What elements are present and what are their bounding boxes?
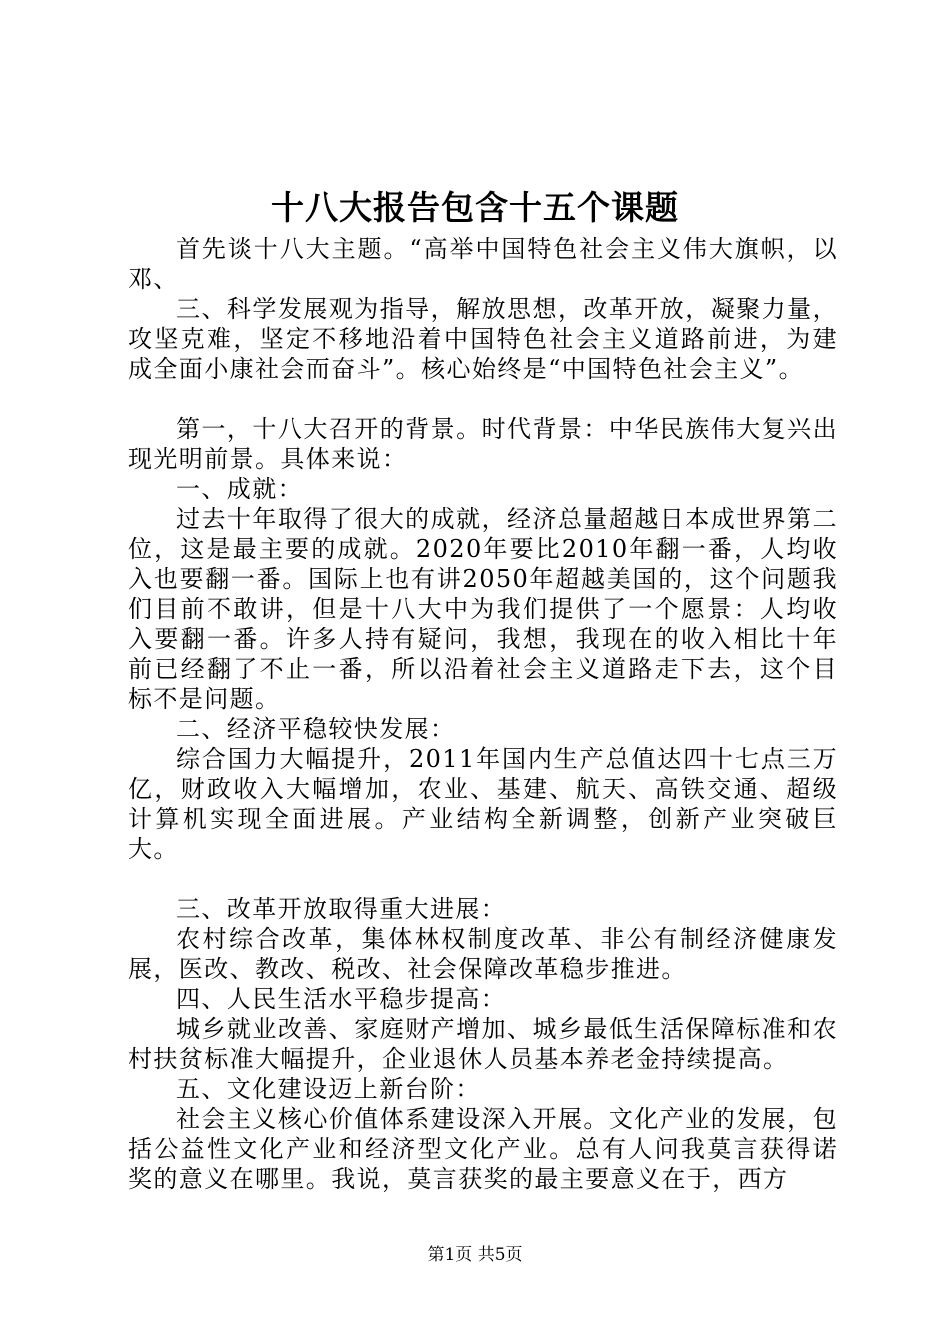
- section-heading: 二、经济平稳较快发展：: [176, 715, 456, 743]
- section-heading: 一、成就：: [176, 475, 303, 503]
- paragraph: 综合国力大幅提升，2011年国内生产总值达四十七点三万亿，财政收入大幅增加，农业、基建、航天、高铁交通、超级计算机实现全面进展。产业结构全新调整，创新产业突破巨大。: [128, 745, 838, 863]
- paragraph: 城乡就业改善、家庭财产增加、城乡最低生活保障标准和农村扶贫标准大幅提升，企业退休人员基本养老金持续提高。: [128, 1015, 838, 1073]
- paragraph: 三、科学发展观为指导，解放思想，改革开放，凝聚力量，攻坚克难，坚定不移地沿着中国特色社会主义道路前进，为建成全面小康社会而奋斗”。核心始终是“中国特色社会主义”。: [128, 295, 838, 383]
- section-heading: 五、文化建设迈上新台阶：: [176, 1075, 481, 1103]
- section-heading: 四、人民生活水平稳步提高：: [176, 985, 507, 1013]
- paragraph: 农村综合改革，集体林权制度改革、非公有制经济健康发展，医改、教改、税改、社会保障改革稳步推进。: [128, 925, 838, 983]
- paragraph: 首先谈十八大主题。“高举中国特色社会主义伟大旗帜，以邓、: [128, 235, 838, 293]
- document-title: 十八大报告包含十五个课题: [271, 188, 679, 227]
- paragraph: 过去十年取得了很大的成就，经济总量超越日本成世界第二位，这是最主要的成就。2020年要比2010年翻一番，人均收入也要翻一番。国际上也有讲2050年超越美国的，这个问题我们目前不敢讲，但是十八大中为我们提供了一个愿景：人均收入要翻一番。许多人持有疑问，我想，我现在的收入相比十年前已经翻了不止一番，所以沿着社会主义道路走下去，这个目标不是问题。: [128, 505, 838, 713]
- section-heading: 三、改革开放取得重大进展：: [176, 895, 507, 923]
- paragraph: 社会主义核心价值体系建设深入开展。文化产业的发展，包括公益性文化产业和经济型文化产业。总有人问我莫言获得诺奖的意义在哪里。我说，莫言获奖的最主要意义在于，西方: [128, 1105, 838, 1193]
- document-body: [128, 234, 838, 1194]
- page-number-footer: 第1页 共5页: [427, 1245, 523, 1265]
- paragraph: 第一，十八大召开的背景。时代背景：中华民族伟大复兴出现光明前景。具体来说：: [128, 415, 838, 473]
